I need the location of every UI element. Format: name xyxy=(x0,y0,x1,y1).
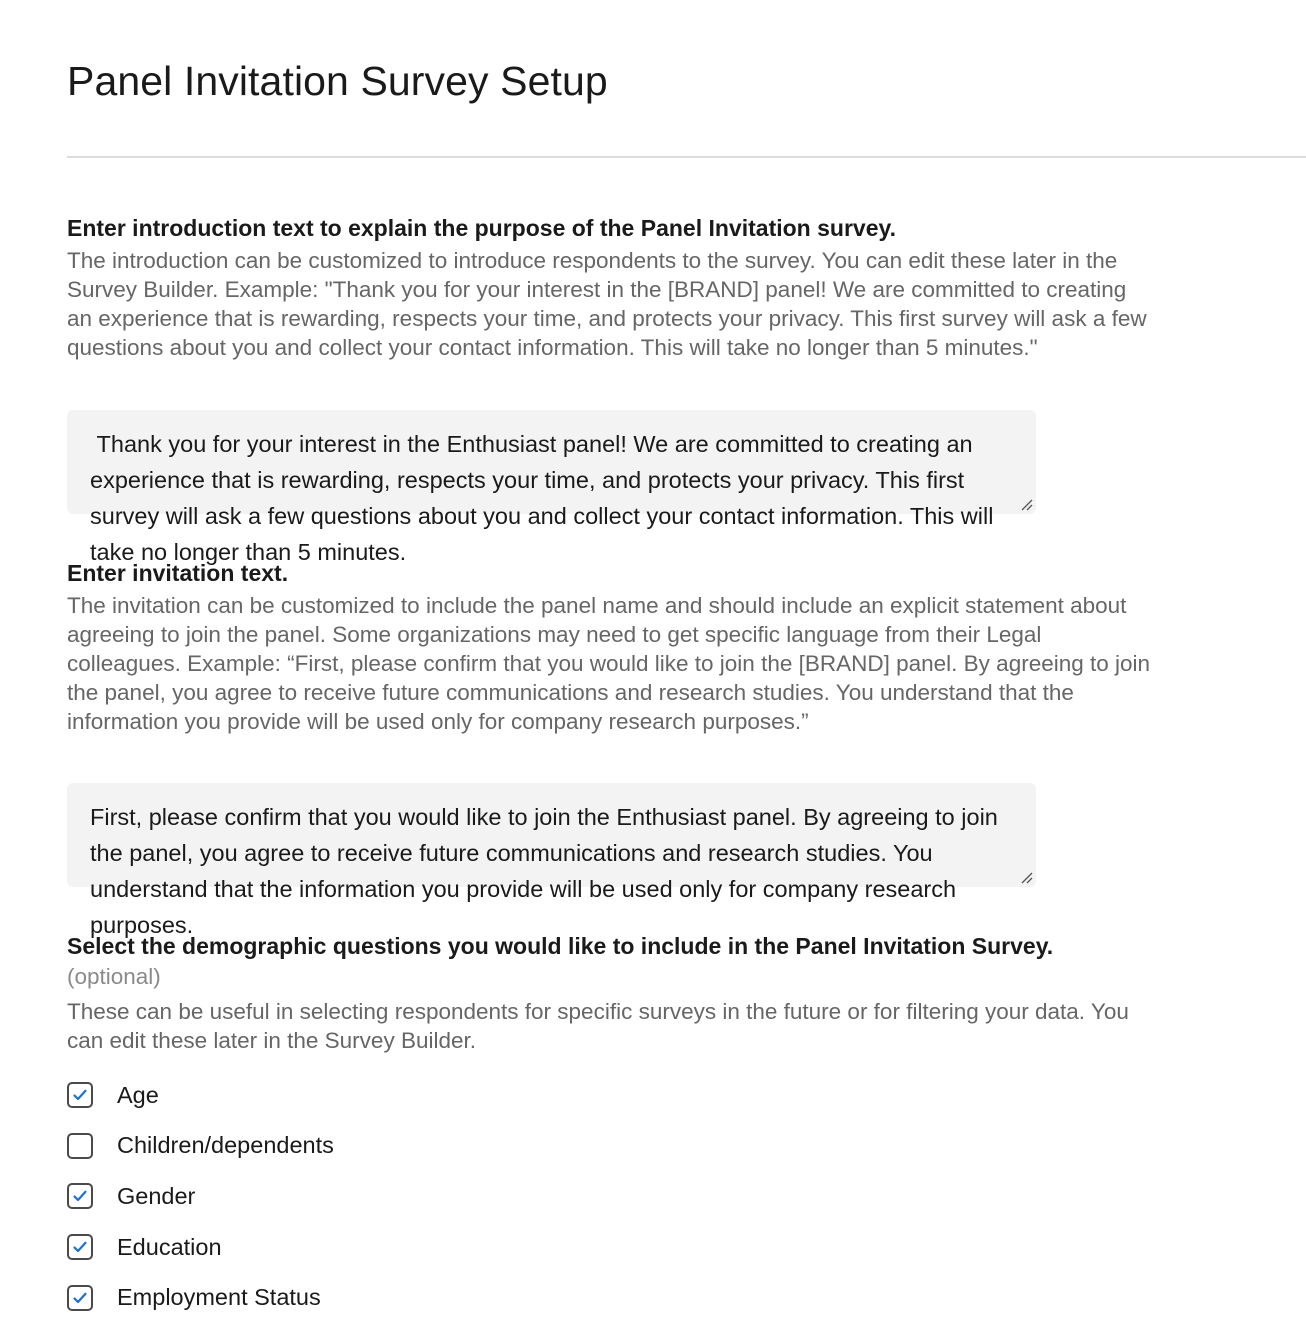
checkmark-icon xyxy=(73,1190,87,1202)
invitation-text-value: First, please confirm that you would like to join the Enthusiast panel. By agreeing to join the panel, you agree to receive future communications and research studies. You understand that the information you provide will be used only for company research purposes. xyxy=(90,804,998,938)
resize-handle-icon[interactable] xyxy=(1021,499,1033,511)
title-divider xyxy=(67,156,1306,158)
demographic-option-label: Employment Status xyxy=(117,1284,321,1311)
intro-heading: Enter introduction text to explain the purpose of the Panel Invitation survey. xyxy=(67,215,896,241)
demographic-checkbox[interactable] xyxy=(67,1133,93,1159)
intro-text-value: Thank you for your interest in the Enthusiast panel! We are committed to creating an experience that is rewarding, respects your time, and protects your privacy. This first survey will ask a few questions about you and collect your contact information. This will take no longer than 5 minutes. xyxy=(90,431,1000,565)
demographic-option-label: Age xyxy=(117,1081,159,1108)
invitation-description: The invitation can be customized to include the panel name and should include an explicit statement about agreeing to join the panel. Some organizations may need to get specific language from their Legal colleagues. Example: “First, please confirm that you would like to join the [BRAND] panel. By agreeing to join the panel, you agree to receive future communications and research studies. You understand that the information you provide will be used only for company research purposes.” xyxy=(67,593,1151,734)
demographic-checkbox[interactable] xyxy=(67,1285,93,1311)
checkmark-icon xyxy=(73,1292,87,1304)
demographic-option[interactable] xyxy=(67,1283,321,1313)
demographic-checkbox[interactable] xyxy=(67,1183,93,1209)
demographics-section xyxy=(67,930,1187,1055)
checkmark-icon xyxy=(73,1089,87,1101)
demographics-heading: Select the demographic questions you would like to include in the Panel Invitation Survey. xyxy=(67,933,1054,959)
demographic-checkbox[interactable] xyxy=(67,1082,93,1108)
resize-handle-icon[interactable] xyxy=(1021,872,1033,884)
intro-text-field[interactable] xyxy=(67,410,1036,565)
demographic-option-label: Children/dependents xyxy=(117,1132,334,1159)
demographic-option-label: Education xyxy=(117,1233,222,1260)
intro-section xyxy=(67,212,1157,362)
invitation-heading: Enter invitation text. xyxy=(67,560,289,586)
optional-label: (optional) xyxy=(67,964,161,989)
intro-description: The introduction can be customized to introduce respondents to the survey. You can edit these later in the Survey Builder. Example: "Thank you for your interest in the [BRAND] panel! We are committed to creating an experience that is rewarding, respects your time, and protects your privacy. This first survey will ask a few questions about you and collect your contact information. This will take no longer than 5 minutes." xyxy=(67,248,1147,360)
demographics-description: These can be useful in selecting respondents for specific surveys in the future or for filtering your data. You can edit these later in the Survey Builder. xyxy=(67,999,1129,1053)
demographic-option-label: Gender xyxy=(117,1182,196,1209)
invitation-text-field[interactable] xyxy=(67,783,1036,938)
demographic-option[interactable] xyxy=(67,1181,195,1211)
demographic-option[interactable] xyxy=(67,1131,334,1161)
demographic-option[interactable] xyxy=(67,1232,222,1262)
page-title: Panel Invitation Survey Setup xyxy=(67,58,608,104)
invitation-section xyxy=(67,557,1157,736)
demographic-option[interactable] xyxy=(67,1080,159,1110)
checkmark-icon xyxy=(73,1241,87,1253)
demographic-checkbox[interactable] xyxy=(67,1234,93,1260)
